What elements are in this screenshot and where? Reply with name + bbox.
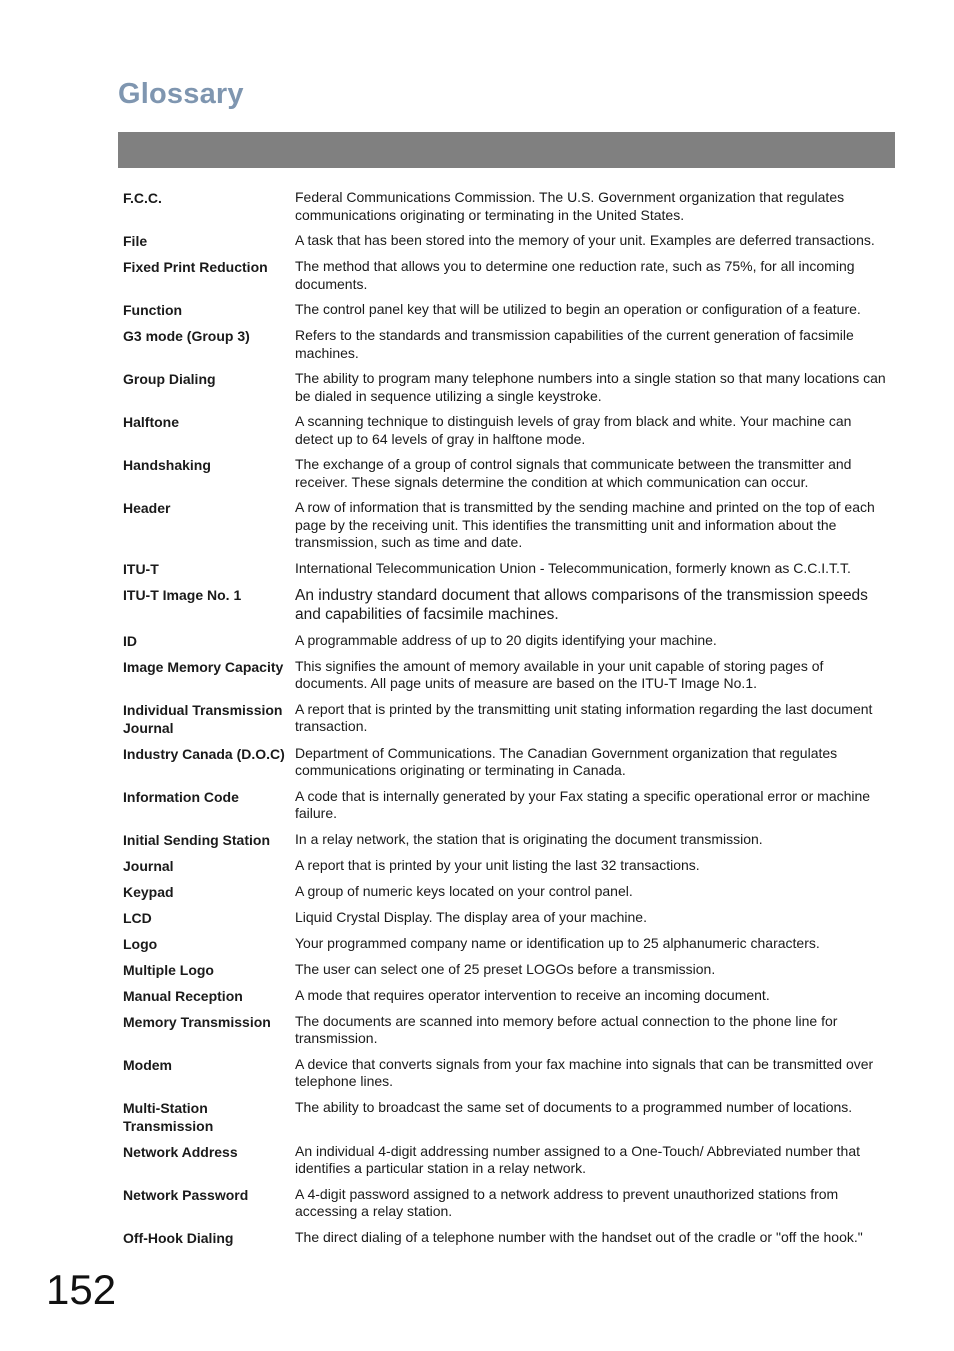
glossary-term: ID bbox=[123, 632, 137, 649]
glossary-entry-id bbox=[118, 632, 895, 650]
glossary-term: ITU-T bbox=[123, 560, 159, 577]
glossary-term: Fixed Print Reduction bbox=[123, 259, 268, 275]
glossary-term: File bbox=[123, 233, 148, 249]
glossary-entry-handshaking bbox=[118, 456, 895, 491]
glossary-definition: The exchange of a group of control signals that communicate between the transmitter and receiver. These signals determine the condition at which communication can occur. bbox=[295, 456, 852, 490]
glossary-definition: Liquid Crystal Display. The display area of your machine. bbox=[295, 908, 647, 925]
glossary-term: Function bbox=[123, 302, 183, 318]
glossary-entry-memory-transmission bbox=[118, 1013, 895, 1048]
glossary-term: Industry Canada (D.O.C) bbox=[123, 745, 285, 762]
glossary-entry-manual-reception bbox=[118, 987, 895, 1005]
glossary-definition: The ability to broadcast the same set of documents to a programmed number of locations. bbox=[295, 1098, 853, 1115]
glossary-definition: A programmable address of up to 20 digits identifying your machine. bbox=[295, 631, 717, 648]
glossary-entry-halftone bbox=[118, 413, 895, 448]
glossary-entry-initial-sending-station bbox=[118, 831, 895, 849]
glossary-definition: Refers to the standards and transmission capabilities of the current generation of facsimile machines. bbox=[295, 327, 854, 361]
glossary-entry-group-dialing bbox=[118, 370, 895, 405]
glossary-entry-multiple-logo bbox=[118, 961, 895, 979]
glossary-entry-network-password bbox=[118, 1186, 895, 1221]
page-title: Glossary bbox=[118, 78, 244, 110]
glossary-term: Halftone bbox=[123, 414, 179, 430]
glossary-definition: A device that converts signals from your fax machine into signals that can be transmitted over telephone lines. bbox=[295, 1055, 874, 1089]
glossary-term: Journal bbox=[123, 857, 174, 874]
glossary-entry-file bbox=[118, 232, 895, 250]
glossary-term: Header bbox=[123, 500, 171, 516]
glossary-definition: The control panel key that will be utilized to begin an operation or configuration of a feature. bbox=[295, 301, 861, 317]
glossary-definition: The method that allows you to determine one reduction rate, such as 75%, for all incoming documents. bbox=[295, 258, 855, 292]
glossary-entry-function bbox=[118, 301, 895, 319]
glossary-term: Modem bbox=[123, 1056, 172, 1073]
glossary-term: ITU-T Image No. 1 bbox=[123, 586, 242, 603]
glossary-definition: A report that is printed by your unit listing the last 32 transactions. bbox=[295, 856, 700, 873]
glossary-term: Multiple Logo bbox=[123, 961, 214, 978]
glossary-entry-off-hook-dialing bbox=[118, 1229, 895, 1247]
glossary-definition: The direct dialing of a telephone number with the handset out of the cradle or "off the hook." bbox=[295, 1228, 863, 1245]
glossary-entry-information-code bbox=[118, 788, 895, 823]
glossary-term: Group Dialing bbox=[123, 371, 216, 387]
glossary-definition: In a relay network, the station that is originating the document transmission. bbox=[295, 830, 763, 847]
glossary-definition: An industry standard document that allows comparisons of the transmission speeds and capabilities of facsimile machines. bbox=[295, 586, 868, 623]
glossary-term: Information Code bbox=[123, 788, 239, 805]
glossary-definition: The user can select one of 25 preset LOGOs before a transmission. bbox=[295, 960, 716, 977]
glossary-entry-itu-t-image-no-1 bbox=[118, 586, 895, 624]
glossary-definition: A mode that requires operator intervention to receive an incoming document. bbox=[295, 986, 770, 1003]
glossary-term: Multi-Station Transmission bbox=[123, 1099, 214, 1134]
glossary-entry-individual-transmission-journal bbox=[118, 701, 895, 737]
glossary-entry-network-address bbox=[118, 1143, 895, 1178]
glossary-term: F.C.C. bbox=[123, 190, 162, 206]
glossary-definition: Your programmed company name or identification up to 25 alphanumeric characters. bbox=[295, 934, 820, 951]
glossary-term: Logo bbox=[123, 935, 158, 952]
glossary-entry-journal bbox=[118, 857, 895, 875]
glossary-definition: A 4-digit password assigned to a network address to prevent unauthorized stations from accessing a relay station. bbox=[295, 1185, 839, 1219]
glossary-term: Network Address bbox=[123, 1143, 238, 1160]
glossary-term: Keypad bbox=[123, 883, 174, 900]
glossary-definition: International Telecommunication Union - Telecommunication, formerly known as C.C.I.T.T. bbox=[295, 559, 851, 576]
glossary-entry-modem bbox=[118, 1056, 895, 1091]
glossary-term: G3 mode (Group 3) bbox=[123, 328, 250, 344]
glossary-entry-keypad bbox=[118, 883, 895, 901]
glossary-term: Individual Transmission Journal bbox=[123, 701, 283, 736]
glossary-term: Handshaking bbox=[123, 457, 211, 473]
page-number: 152 bbox=[46, 1266, 117, 1313]
glossary-term: Initial Sending Station bbox=[123, 831, 270, 848]
glossary-term: Manual Reception bbox=[123, 987, 243, 1004]
glossary-definition: The documents are scanned into memory before actual connection to the phone line for transmission. bbox=[295, 1012, 838, 1046]
glossary-term: LCD bbox=[123, 909, 152, 926]
glossary-entry-lcd bbox=[118, 909, 895, 927]
glossary-term: Memory Transmission bbox=[123, 1013, 271, 1030]
glossary-definition: A group of numeric keys located on your control panel. bbox=[295, 882, 633, 899]
glossary-entry-header bbox=[118, 499, 895, 552]
glossary-list bbox=[118, 189, 895, 1255]
glossary-entry-fixed-print-reduction bbox=[118, 258, 895, 293]
title-bar bbox=[118, 132, 895, 168]
glossary-entry-logo bbox=[118, 935, 895, 953]
glossary-definition: Federal Communications Commission. The U.S. Government organization that regulates communications originating or terminating in the United States. bbox=[295, 189, 845, 223]
glossary-definition: An individual 4-digit addressing number assigned to a One-Touch/ Abbreviated number that identifies a particular station in a relay network. bbox=[295, 1142, 861, 1176]
glossary-definition: A code that is internally generated by your Fax stating a specific operational error or machine failure. bbox=[295, 787, 871, 821]
glossary-entry-fcc bbox=[118, 189, 895, 224]
glossary-term: Image Memory Capacity bbox=[123, 658, 284, 675]
glossary-definition: A report that is printed by the transmitting unit stating information regarding the last document transaction. bbox=[295, 700, 873, 734]
glossary-definition: The ability to program many telephone numbers into a single station so that many locations can be dialed in sequence utilizing a single keystroke. bbox=[295, 370, 886, 404]
glossary-entry-multi-station-transmission bbox=[118, 1099, 895, 1135]
glossary-definition: A scanning technique to distinguish levels of gray from black and white. Your machine can detect up to 64 levels of gray in halftone mode. bbox=[295, 413, 852, 447]
glossary-entry-image-memory-capacity bbox=[118, 658, 895, 693]
glossary-definition: A row of information that is transmitted by the sending machine and printed on the top of each page by the receiving unit. This identifies the transmitting unit and information about the transmission, such as time and date. bbox=[295, 499, 875, 550]
glossary-entry-itu-t bbox=[118, 560, 895, 578]
glossary-term: Off-Hook Dialing bbox=[123, 1229, 234, 1246]
glossary-entry-industry-canada bbox=[118, 745, 895, 780]
glossary-term: Network Password bbox=[123, 1186, 249, 1203]
glossary-definition: This signifies the amount of memory available in your unit capable of storing pages of documents. All page units of measure are based on the ITU-T Image No.1. bbox=[295, 657, 824, 691]
glossary-definition: A task that has been stored into the memory of your unit. Examples are deferred transactions. bbox=[295, 232, 875, 248]
glossary-entry-g3-mode bbox=[118, 327, 895, 362]
glossary-definition: Department of Communications. The Canadian Government organization that regulates communications originating or terminating in Canada. bbox=[295, 744, 838, 778]
